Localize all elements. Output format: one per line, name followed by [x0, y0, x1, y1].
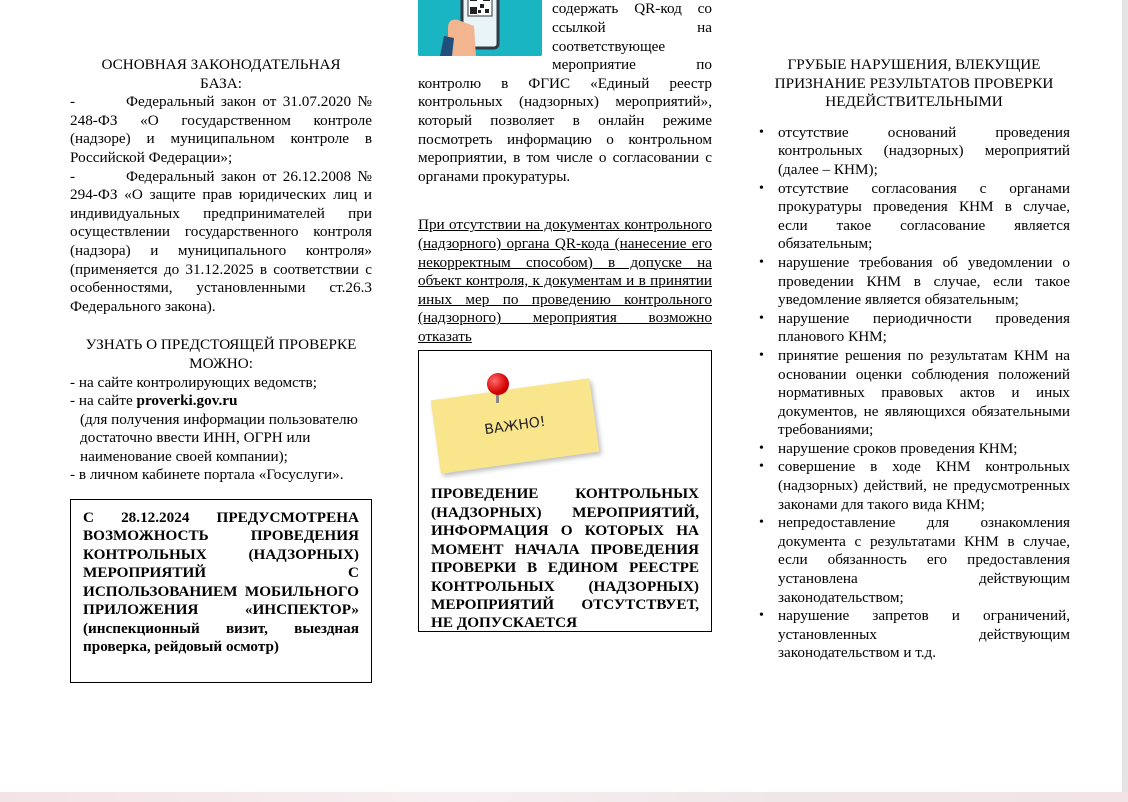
ways-item-proverki: - на сайте proverki.gov.ru: [70, 392, 238, 410]
qr-section: [418, 0, 712, 186]
violation-item: • принятие решения по результатам КНМ на основании оценки соблюдения положений нормативных правовых актов и иных документов, не являющихся обязательными требованиями;: [778, 347, 1070, 440]
violation-item: • отсутствие согласования с органами прокуратуры проведения КНМ в случае, если такое согласование является обязательным;: [778, 180, 1070, 254]
violation-item: • нарушение периодичности проведения планового КНМ;: [778, 310, 1070, 347]
page-bottom-edge: [0, 792, 1128, 802]
inspector-app-box: [70, 499, 372, 683]
inspector-box-tail: (инспекционный визит, выездная проверка, рейдовый осмотр): [83, 619, 359, 655]
sticky-note-icon: [431, 379, 600, 475]
find-out-heading: УЗНАТЬ О ПРЕДСТОЯЩЕЙ ПРОВЕРКЕ МОЖНО:: [85, 336, 357, 372]
ways-item-gosuslugi: - в личном кабинете портала «Госуслуги».: [70, 466, 344, 484]
important-box: [418, 350, 712, 632]
legal-basis-heading: ОСНОВНАЯ ЗАКОНОДАТЕЛЬНАЯ БАЗА:: [101, 56, 341, 92]
column-legal-basis: [70, 46, 372, 683]
violation-item: • отсутствие оснований проведения контрольных (надзорных) мероприятий (далее – КНМ);: [778, 124, 1070, 180]
qr-phone-icon: [418, 0, 542, 56]
proverki-link[interactable]: proverki.gov.ru: [136, 392, 238, 410]
qr-requirement-text: содержать QR-код со ссылкой на соответствующее мероприятие по контролю в ФГИС «Единый реестр контрольных (надзорных) мероприятий», который позволяет в онлайн режиме посмотреть информацию о контрольном мероприятии, в том числе о согласовании с органами прокуратуры.: [418, 0, 712, 185]
page-shadow: [1122, 0, 1128, 792]
column-violations: [758, 46, 1070, 663]
column-qr-code: [418, 0, 712, 632]
law-294-item: - Федеральный закон от 26.12.2008 № 294-ФЗ «О защите прав юридических лиц и индивидуальных предпринимателей при осуществлении государственного контроля (надзора) и муниципального контроля» (применяется до 31.12.2025 в соответствии с особенностями, установленными ст.26.3 Федерального закона).: [70, 167, 372, 315]
law-248-item: - Федеральный закон от 31.07.2020 № 248-ФЗ «О государственном контроле (надзоре) и муниципальном контроле в Российской Федерации»;: [70, 93, 372, 166]
violations-heading: ГРУБЫЕ НАРУШЕНИЯ, ВЛЕКУЩИЕ ПРИЗНАНИЕ РЕЗУЛЬТАТОВ ПРОВЕРКИ НЕДЕЙСТВИТЕЛЬНЫМИ: [774, 56, 1054, 111]
violations-list: [758, 124, 1070, 663]
violation-item: • нарушение сроков проведения КНМ;: [778, 440, 1070, 459]
sticky-note-label: ВАЖНО!: [483, 413, 547, 439]
violation-item: • совершение в ходе КНМ контрольных (надзорных) действий, не предусмотренных законами для такого вида КНМ;: [778, 458, 1070, 514]
refusal-text: При отсутствии на документах контрольного (надзорного) органа QR-кода (нанесение его некорректным способом) в допуске на объект контроля, к документам и в принятии иных мер по проведению контрольного (надзорного) мероприятия возможно отказать: [418, 216, 712, 345]
violation-item: • нарушение требования об уведомлении о проведении КНМ в случае, если такое уведомление является обязательным;: [778, 254, 1070, 310]
important-warning-text: ПРОВЕДЕНИЕ КОНТРОЛЬНЫХ (НАДЗОРНЫХ) МЕРОПРИЯТИЙ, ИНФОРМАЦИЯ О КОТОРЫХ НА МОМЕНТ НАЧАЛА ПРОВЕДЕНИЯ ПРОВЕРКИ В ЕДИНОМ РЕЕСТРЕ КОНТРОЛЬНЫХ (НАДЗОРНЫХ) МЕРОПРИЯТИЙ ОТСУТСТВУЕТ, НЕ ДОПУСКАЕТСЯ: [431, 485, 699, 632]
inspector-box-text: С 28.12.2024 ПРЕДУСМОТРЕНА ВОЗМОЖНОСТЬ ПРОВЕДЕНИЯ КОНТРОЛЬНЫХ (НАДЗОРНЫХ) МЕРОПРИЯТИЙ С ИСПОЛЬЗОВАНИЕМ МОБИЛЬНОГО ПРИЛОЖЕНИЯ «ИНСПЕКТОР»: [83, 509, 359, 619]
violation-item: • нарушение запретов и ограничений, установленных действующим законодательством и т.д.: [778, 607, 1070, 663]
proverki-note: (для получения информации пользователю достаточно ввести ИНН, ОГРН или наименование своей компании);: [80, 410, 358, 465]
violation-item: • непредоставление для ознакомления документа с результатами КНМ в случае, если обязанность его предоставления установлена действующим законодательством;: [778, 514, 1070, 607]
ways-item-agencies: - на сайте контролирующих ведомств;: [70, 373, 317, 391]
